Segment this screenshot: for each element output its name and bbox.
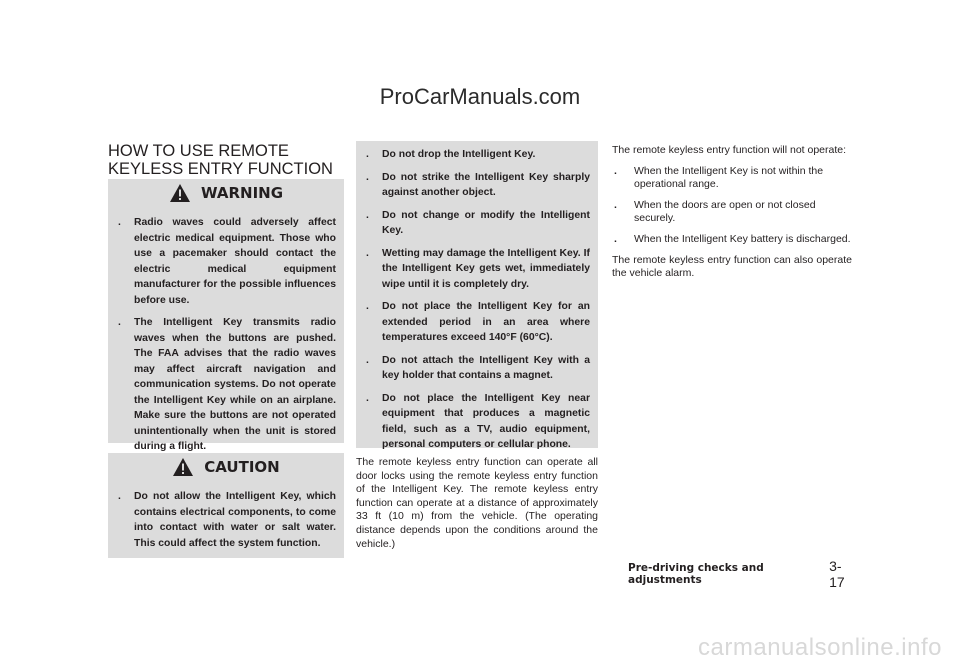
bullet: . <box>366 392 369 404</box>
list-item <box>356 147 598 163</box>
list-item-text: When the doors are open or not closed securely. <box>634 198 816 225</box>
footer-section-label: Pre-driving checks and adjustments <box>628 562 764 586</box>
list-item <box>356 208 598 239</box>
list-item <box>356 299 598 346</box>
column-3 <box>612 144 852 288</box>
list-item-text: When the Intelligent Key battery is discharged. <box>634 232 851 245</box>
list-item-text: Do not allow the Intelligent Key, which contains electrical components, to come into contact with water or salt water. This could affect the system function. <box>134 491 336 549</box>
list-item-text: Do not attach the Intelligent Key with a key holder that contains a magnet. <box>382 354 590 381</box>
bullet: . <box>118 491 121 502</box>
watermark-top: ProCarManuals.com <box>379 84 581 109</box>
list-item-text: Do not change or modify the Intelligent Key. <box>382 209 590 236</box>
warning-triangle-icon <box>172 457 194 477</box>
warning-heading: WARNING <box>200 184 284 202</box>
bullet: . <box>118 217 121 228</box>
list-item <box>108 215 344 308</box>
list-item <box>356 170 598 201</box>
bullet: . <box>366 301 369 312</box>
page-number: 3-17 <box>829 558 845 590</box>
warning-triangle-icon <box>169 183 191 203</box>
warning-list <box>108 207 344 455</box>
column3-list <box>612 165 852 247</box>
column3-outro: The remote keyless entry function can also operate the vehicle alarm. <box>612 253 852 280</box>
caution-header <box>108 453 344 481</box>
list-item-text: Do not strike the Intelligent Key sharply against another object. <box>382 171 590 198</box>
list-item-text: Wetting may damage the Intelligent Key. If the Intelligent Key gets wet, immediately wipe until it is completely dry. <box>382 247 590 290</box>
page-footer <box>628 558 854 590</box>
caution-continued-box <box>356 141 598 448</box>
list-item-text: Do not place the Intelligent Key near equipment that produces a magnetic field, such as a TV, audio equipment, personal computers or cellular phone. <box>382 392 590 450</box>
bullet: . <box>118 317 121 328</box>
bullet: . <box>614 232 617 245</box>
bullet: . <box>614 164 617 177</box>
list-item <box>108 489 344 551</box>
section-title: HOW TO USE REMOTE KEYLESS ENTRY FUNCTION <box>108 142 333 178</box>
list-item-text: Radio waves could adversely affect electric medical equipment. Those who use a pacemaker should contact the electric medical equipment manufacturer for the possible influences before use. <box>134 217 336 306</box>
list-item <box>612 233 852 247</box>
column3-intro: The remote keyless entry function will not operate: <box>612 144 847 156</box>
bullet: . <box>366 247 369 259</box>
list-item <box>356 246 598 293</box>
body-paragraph: The remote keyless entry function can operate all door locks using the remote keyless entry function of the Intelligent Key. The remote keyless entry function can operate at a distance of approximately 33 ft (10 m) from the vehicle. (The operating distance depends upon the conditions around the vehicle.) <box>356 456 598 550</box>
bullet: . <box>614 198 617 211</box>
caution-box <box>108 453 344 558</box>
list-item-text: When the Intelligent Key is not within the operational range. <box>634 164 824 191</box>
bullet: . <box>366 171 369 183</box>
caution-continued-list <box>356 141 598 453</box>
bullet: . <box>366 354 369 366</box>
bullet: . <box>366 209 369 221</box>
list-item <box>612 199 852 226</box>
list-item-text: Do not place the Intelligent Key for an extended period in an area where temperatures exceed 140°F (60°C). <box>382 301 590 343</box>
list-item-text: Do not drop the Intelligent Key. <box>382 149 536 160</box>
bullet: . <box>366 149 369 160</box>
warning-header <box>108 179 344 207</box>
warning-box <box>108 179 344 452</box>
caution-list <box>108 481 344 551</box>
watermark-bottom: carmanualsonline.info <box>698 634 942 661</box>
list-item <box>612 165 852 192</box>
list-item-text: The Intelligent Key transmits radio waves when the buttons are pushed. The FAA advises that the radio waves may affect aircraft navigation and communication systems. Do not operate the Intelligent Key while on an airplane. Make sure the buttons are not operated unintentionally when the unit is stored during a flight. <box>134 317 336 452</box>
list-item <box>356 391 598 453</box>
list-item <box>108 315 344 455</box>
list-item <box>356 353 598 384</box>
caution-heading: CAUTION <box>204 458 280 476</box>
